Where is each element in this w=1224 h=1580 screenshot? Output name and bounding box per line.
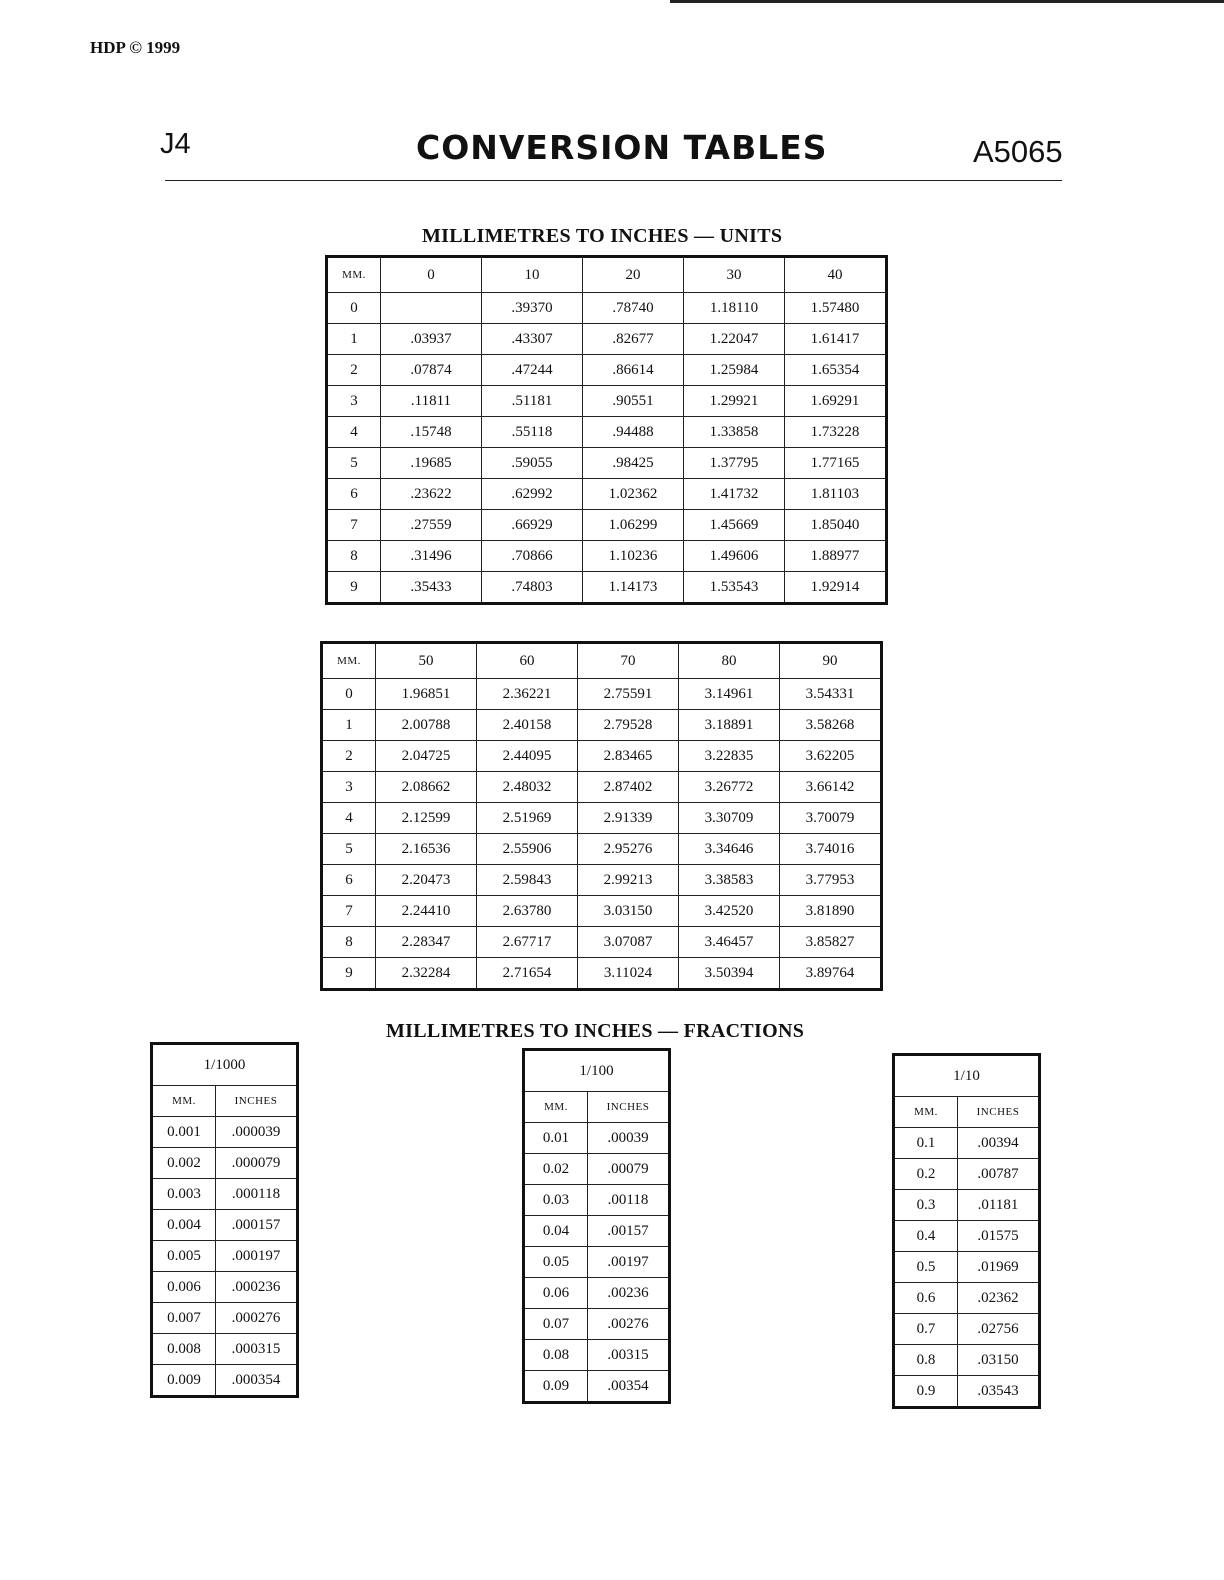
- table-row: [327, 386, 887, 417]
- inch-value-cell: 1.61417: [785, 324, 887, 355]
- inch-value-cell: 1.81103: [785, 479, 887, 510]
- inch-value-cell: .000079: [216, 1148, 298, 1179]
- mm-cell: 4: [322, 803, 376, 834]
- units-table-50-90: [320, 641, 883, 991]
- table-row: [894, 1221, 1040, 1252]
- inch-value-cell: 1.92914: [785, 572, 887, 604]
- table-row: [524, 1278, 670, 1309]
- table-row: [524, 1216, 670, 1247]
- inch-value-cell: 3.54331: [780, 679, 882, 710]
- inch-value-cell: .51181: [482, 386, 583, 417]
- mm-cell: 9: [322, 958, 376, 990]
- inch-value-cell: 3.34646: [679, 834, 780, 865]
- inch-value-cell: 2.91339: [578, 803, 679, 834]
- inch-value-cell: 2.12599: [376, 803, 477, 834]
- inch-value-cell: .03937: [381, 324, 482, 355]
- mm-cell: 0: [327, 293, 381, 324]
- table-row: [322, 772, 882, 803]
- mm-cell: 0.09: [524, 1371, 588, 1403]
- mm-cell: 0.04: [524, 1216, 588, 1247]
- inch-value-cell: .66929: [482, 510, 583, 541]
- table-row: [524, 1371, 670, 1403]
- table-row: [894, 1314, 1040, 1345]
- inch-value-cell: .00787: [958, 1159, 1040, 1190]
- mm-cell: 0.9: [894, 1376, 958, 1408]
- table-row: [322, 865, 882, 896]
- header-divider: [165, 180, 1062, 181]
- inch-value-cell: 3.38583: [679, 865, 780, 896]
- inch-value-cell: 2.99213: [578, 865, 679, 896]
- inch-value-cell: .35433: [381, 572, 482, 604]
- inch-value-cell: .70866: [482, 541, 583, 572]
- inch-value-cell: 3.58268: [780, 710, 882, 741]
- mm-cell: 0.004: [152, 1210, 216, 1241]
- mm-cell: 5: [322, 834, 376, 865]
- column-header: 30: [684, 257, 785, 293]
- inch-value-cell: .74803: [482, 572, 583, 604]
- mm-cell: 0.03: [524, 1185, 588, 1216]
- column-header: 40: [785, 257, 887, 293]
- inch-value-cell: 2.63780: [477, 896, 578, 927]
- table-row: [152, 1179, 298, 1210]
- inch-value-cell: 2.67717: [477, 927, 578, 958]
- inches-column-header: INCHES: [216, 1086, 298, 1117]
- column-header: 0: [381, 257, 482, 293]
- inch-value-cell: .47244: [482, 355, 583, 386]
- page-title: CONVERSION TABLES: [416, 128, 828, 167]
- inch-value-cell: 2.20473: [376, 865, 477, 896]
- mm-cell: 0.07: [524, 1309, 588, 1340]
- mm-cell: 0.001: [152, 1117, 216, 1148]
- table-row: [322, 896, 882, 927]
- table-row: [524, 1123, 670, 1154]
- table-row: [152, 1210, 298, 1241]
- inch-value-cell: 3.85827: [780, 927, 882, 958]
- column-header: 80: [679, 643, 780, 679]
- mm-cell: 5: [327, 448, 381, 479]
- mm-cell: 3: [327, 386, 381, 417]
- inch-value-cell: 2.59843: [477, 865, 578, 896]
- inch-value-cell: 2.79528: [578, 710, 679, 741]
- inch-value-cell: 1.02362: [583, 479, 684, 510]
- inch-value-cell: 1.53543: [684, 572, 785, 604]
- column-header: 70: [578, 643, 679, 679]
- mm-cell: 0.7: [894, 1314, 958, 1345]
- inch-value-cell: 3.89764: [780, 958, 882, 990]
- table-row: [322, 803, 882, 834]
- mm-cell: 0.05: [524, 1247, 588, 1278]
- mm-cell: 0.006: [152, 1272, 216, 1303]
- fraction-table-hundredths: [522, 1048, 671, 1404]
- table-row: [322, 958, 882, 990]
- inch-value-cell: .11811: [381, 386, 482, 417]
- inch-value-cell: 3.30709: [679, 803, 780, 834]
- inch-value-cell: 2.24410: [376, 896, 477, 927]
- inch-value-cell: .07874: [381, 355, 482, 386]
- inch-value-cell: 2.51969: [477, 803, 578, 834]
- inch-value-cell: .31496: [381, 541, 482, 572]
- table-row: [152, 1117, 298, 1148]
- mm-cell: 2: [322, 741, 376, 772]
- column-header: 50: [376, 643, 477, 679]
- table-row: [327, 448, 887, 479]
- table-row: [894, 1252, 1040, 1283]
- table-caption-row: [524, 1050, 670, 1092]
- table-row: [322, 710, 882, 741]
- inch-value-cell: 2.71654: [477, 958, 578, 990]
- inch-value-cell: 2.40158: [477, 710, 578, 741]
- inch-value-cell: .98425: [583, 448, 684, 479]
- table-row: [524, 1309, 670, 1340]
- table-row: [322, 927, 882, 958]
- inch-value-cell: .62992: [482, 479, 583, 510]
- inch-value-cell: 1.77165: [785, 448, 887, 479]
- inch-value-cell: 3.11024: [578, 958, 679, 990]
- table-row: [152, 1148, 298, 1179]
- table-row: [524, 1185, 670, 1216]
- inch-value-cell: .00118: [588, 1185, 670, 1216]
- inch-value-cell: 1.41732: [684, 479, 785, 510]
- inch-value-cell: 1.14173: [583, 572, 684, 604]
- mm-column-header: MM.: [524, 1092, 588, 1123]
- document-code: A5065: [973, 134, 1063, 169]
- mm-cell: 0.2: [894, 1159, 958, 1190]
- inch-value-cell: [381, 293, 482, 324]
- inch-value-cell: 3.14961: [679, 679, 780, 710]
- inch-value-cell: 1.88977: [785, 541, 887, 572]
- mm-cell: 0: [322, 679, 376, 710]
- table-header-row: [327, 257, 887, 293]
- table-header-row: [322, 643, 882, 679]
- inch-value-cell: .01969: [958, 1252, 1040, 1283]
- inch-value-cell: 2.95276: [578, 834, 679, 865]
- inch-value-cell: .59055: [482, 448, 583, 479]
- inch-value-cell: .02362: [958, 1283, 1040, 1314]
- inch-value-cell: .01575: [958, 1221, 1040, 1252]
- inch-value-cell: .90551: [583, 386, 684, 417]
- table-row: [322, 679, 882, 710]
- inch-value-cell: .000276: [216, 1303, 298, 1334]
- inch-value-cell: .00039: [588, 1123, 670, 1154]
- inch-value-cell: 1.37795: [684, 448, 785, 479]
- mm-cell: 0.007: [152, 1303, 216, 1334]
- inch-value-cell: 1.22047: [684, 324, 785, 355]
- table-row: [327, 541, 887, 572]
- inch-value-cell: 2.48032: [477, 772, 578, 803]
- inch-value-cell: .39370: [482, 293, 583, 324]
- section-code: J4: [160, 128, 191, 160]
- inch-value-cell: .00276: [588, 1309, 670, 1340]
- mm-cell: 0.003: [152, 1179, 216, 1210]
- mm-cell: 0.06: [524, 1278, 588, 1309]
- mm-column-header: MM.: [152, 1086, 216, 1117]
- table-row: [894, 1283, 1040, 1314]
- mm-cell: 0.1: [894, 1128, 958, 1159]
- inch-value-cell: 3.77953: [780, 865, 882, 896]
- table-row: [322, 741, 882, 772]
- inch-value-cell: .01181: [958, 1190, 1040, 1221]
- inch-value-cell: .000315: [216, 1334, 298, 1365]
- mm-cell: 7: [322, 896, 376, 927]
- top-edge-rule: [670, 0, 1224, 3]
- inch-value-cell: .94488: [583, 417, 684, 448]
- inch-value-cell: .27559: [381, 510, 482, 541]
- inch-value-cell: 3.50394: [679, 958, 780, 990]
- inches-column-header: INCHES: [588, 1092, 670, 1123]
- mm-cell: 7: [327, 510, 381, 541]
- inch-value-cell: 3.22835: [679, 741, 780, 772]
- fraction-table-tenths: [892, 1053, 1041, 1409]
- inch-value-cell: 3.26772: [679, 772, 780, 803]
- table-row: [322, 834, 882, 865]
- inch-value-cell: 1.85040: [785, 510, 887, 541]
- table-caption-row: [894, 1055, 1040, 1097]
- mm-cell: 0.01: [524, 1123, 588, 1154]
- inch-value-cell: 2.87402: [578, 772, 679, 803]
- table-row: [327, 479, 887, 510]
- table-header-row: [152, 1086, 298, 1117]
- inch-value-cell: 1.65354: [785, 355, 887, 386]
- mm-cell: 0.002: [152, 1148, 216, 1179]
- table-row: [327, 417, 887, 448]
- inch-value-cell: 2.00788: [376, 710, 477, 741]
- column-header: 20: [583, 257, 684, 293]
- inch-value-cell: 2.28347: [376, 927, 477, 958]
- table-row: [894, 1376, 1040, 1408]
- mm-cell: 0.02: [524, 1154, 588, 1185]
- table-row: [152, 1365, 298, 1397]
- mm-cell: 0.005: [152, 1241, 216, 1272]
- inch-value-cell: 1.73228: [785, 417, 887, 448]
- table-row: [327, 355, 887, 386]
- mm-cell: 0.6: [894, 1283, 958, 1314]
- table-row: [327, 510, 887, 541]
- inch-value-cell: 3.62205: [780, 741, 882, 772]
- mm-cell: 9: [327, 572, 381, 604]
- inch-value-cell: 2.55906: [477, 834, 578, 865]
- inch-value-cell: 1.57480: [785, 293, 887, 324]
- table-row: [327, 324, 887, 355]
- mm-column-header: MM.: [327, 257, 381, 293]
- mm-column-header: MM.: [894, 1097, 958, 1128]
- inch-value-cell: 1.49606: [684, 541, 785, 572]
- inch-value-cell: .00315: [588, 1340, 670, 1371]
- mm-cell: 0.008: [152, 1334, 216, 1365]
- table-caption-row: [152, 1044, 298, 1086]
- inch-value-cell: 3.07087: [578, 927, 679, 958]
- mm-column-header: MM.: [322, 643, 376, 679]
- inch-value-cell: 2.08662: [376, 772, 477, 803]
- inch-value-cell: .82677: [583, 324, 684, 355]
- mm-cell: 3: [322, 772, 376, 803]
- mm-cell: 2: [327, 355, 381, 386]
- table-row: [152, 1241, 298, 1272]
- mm-cell: 6: [327, 479, 381, 510]
- column-header: 10: [482, 257, 583, 293]
- mm-cell: 4: [327, 417, 381, 448]
- inch-value-cell: 2.16536: [376, 834, 477, 865]
- mm-cell: 0.8: [894, 1345, 958, 1376]
- inch-value-cell: 1.25984: [684, 355, 785, 386]
- table-row: [152, 1303, 298, 1334]
- inch-value-cell: 1.10236: [583, 541, 684, 572]
- mm-cell: 0.4: [894, 1221, 958, 1252]
- inch-value-cell: 2.32284: [376, 958, 477, 990]
- fraction-table-thousandths: [150, 1042, 299, 1398]
- inch-value-cell: 1.18110: [684, 293, 785, 324]
- inch-value-cell: 1.33858: [684, 417, 785, 448]
- inch-value-cell: .03543: [958, 1376, 1040, 1408]
- table-row: [894, 1159, 1040, 1190]
- inch-value-cell: .000157: [216, 1210, 298, 1241]
- inch-value-cell: 3.74016: [780, 834, 882, 865]
- inch-value-cell: .000197: [216, 1241, 298, 1272]
- units-section-title: MILLIMETRES TO INCHES — UNITS: [422, 225, 783, 247]
- inch-value-cell: .000118: [216, 1179, 298, 1210]
- inch-value-cell: 2.75591: [578, 679, 679, 710]
- inch-value-cell: .00236: [588, 1278, 670, 1309]
- inch-value-cell: 3.81890: [780, 896, 882, 927]
- inch-value-cell: 2.04725: [376, 741, 477, 772]
- inch-value-cell: .23622: [381, 479, 482, 510]
- fractions-section-title: MILLIMETRES TO INCHES — FRACTIONS: [386, 1020, 805, 1042]
- inch-value-cell: .00157: [588, 1216, 670, 1247]
- inch-value-cell: 3.46457: [679, 927, 780, 958]
- table-row: [152, 1272, 298, 1303]
- table-row: [524, 1247, 670, 1278]
- fraction-caption: 1/10: [894, 1055, 1040, 1097]
- mm-cell: 0.3: [894, 1190, 958, 1221]
- inch-value-cell: .15748: [381, 417, 482, 448]
- inch-value-cell: 2.36221: [477, 679, 578, 710]
- inch-value-cell: .000354: [216, 1365, 298, 1397]
- mm-cell: 0.5: [894, 1252, 958, 1283]
- inch-value-cell: .03150: [958, 1345, 1040, 1376]
- inch-value-cell: .00197: [588, 1247, 670, 1278]
- inch-value-cell: 2.44095: [477, 741, 578, 772]
- mm-cell: 0.08: [524, 1340, 588, 1371]
- inch-value-cell: 1.29921: [684, 386, 785, 417]
- inch-value-cell: .55118: [482, 417, 583, 448]
- table-row: [327, 572, 887, 604]
- inch-value-cell: 3.03150: [578, 896, 679, 927]
- copyright-notice: HDP © 1999: [90, 38, 181, 57]
- mm-cell: 8: [322, 927, 376, 958]
- table-row: [152, 1334, 298, 1365]
- mm-cell: 1: [322, 710, 376, 741]
- column-header: 60: [477, 643, 578, 679]
- inch-value-cell: .000039: [216, 1117, 298, 1148]
- inch-value-cell: .02756: [958, 1314, 1040, 1345]
- table-row: [524, 1340, 670, 1371]
- column-header: 90: [780, 643, 882, 679]
- mm-cell: 0.009: [152, 1365, 216, 1397]
- inch-value-cell: .78740: [583, 293, 684, 324]
- inch-value-cell: .19685: [381, 448, 482, 479]
- units-table-0-40: [325, 255, 888, 605]
- inch-value-cell: 3.42520: [679, 896, 780, 927]
- table-row: [894, 1345, 1040, 1376]
- inch-value-cell: 1.69291: [785, 386, 887, 417]
- fraction-caption: 1/100: [524, 1050, 670, 1092]
- inch-value-cell: .43307: [482, 324, 583, 355]
- inch-value-cell: 1.06299: [583, 510, 684, 541]
- inch-value-cell: 3.70079: [780, 803, 882, 834]
- table-row: [894, 1190, 1040, 1221]
- inches-column-header: INCHES: [958, 1097, 1040, 1128]
- inch-value-cell: .00079: [588, 1154, 670, 1185]
- inch-value-cell: .000236: [216, 1272, 298, 1303]
- inch-value-cell: .86614: [583, 355, 684, 386]
- inch-value-cell: 3.18891: [679, 710, 780, 741]
- inch-value-cell: .00394: [958, 1128, 1040, 1159]
- mm-cell: 8: [327, 541, 381, 572]
- fraction-caption: 1/1000: [152, 1044, 298, 1086]
- inch-value-cell: 1.45669: [684, 510, 785, 541]
- table-row: [327, 293, 887, 324]
- table-row: [894, 1128, 1040, 1159]
- inch-value-cell: .00354: [588, 1371, 670, 1403]
- mm-cell: 1: [327, 324, 381, 355]
- table-header-row: [894, 1097, 1040, 1128]
- inch-value-cell: 1.96851: [376, 679, 477, 710]
- mm-cell: 6: [322, 865, 376, 896]
- table-row: [524, 1154, 670, 1185]
- inch-value-cell: 3.66142: [780, 772, 882, 803]
- table-header-row: [524, 1092, 670, 1123]
- inch-value-cell: 2.83465: [578, 741, 679, 772]
